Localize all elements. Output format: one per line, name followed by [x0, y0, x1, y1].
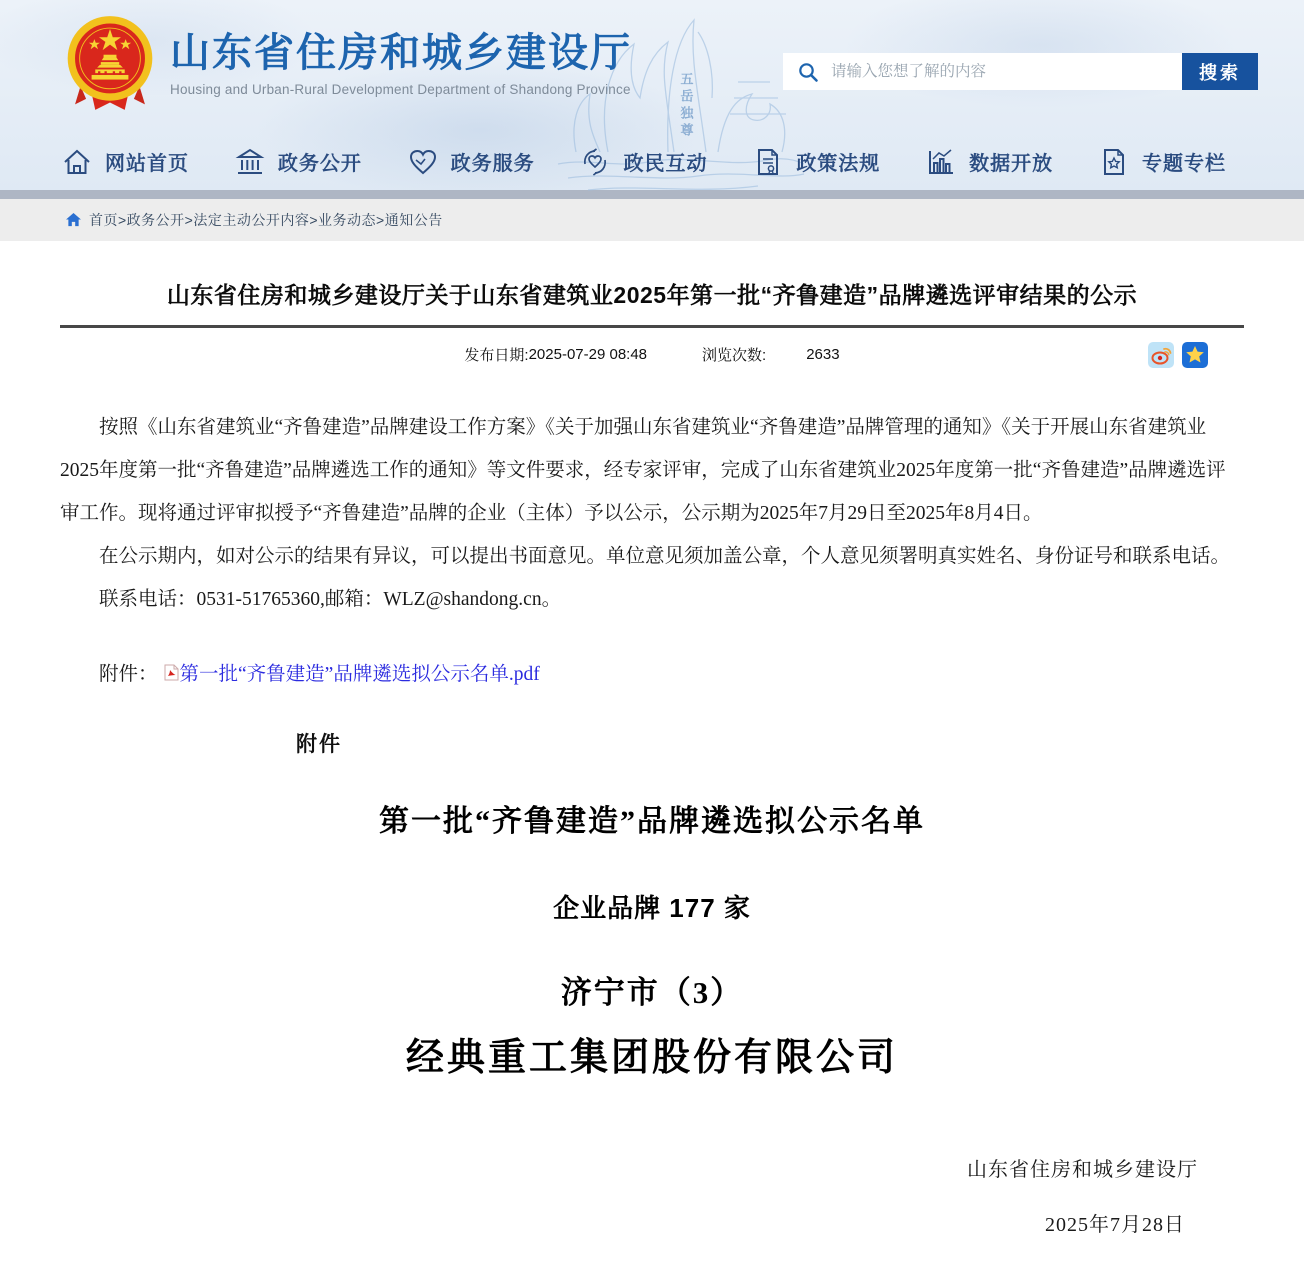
interaction-heart-icon	[580, 147, 610, 177]
site-title: 山东省住房和城乡建设厅	[170, 30, 632, 75]
header-divider-bar	[0, 190, 1304, 199]
watermark-text: 五岳独尊	[678, 72, 694, 140]
nav-item-label: 专题专栏	[1141, 153, 1226, 175]
nav-item-label: 政务公开	[277, 153, 362, 175]
bar-chart-icon	[926, 147, 956, 177]
attachment-preview	[60, 728, 1244, 1081]
title-divider	[60, 325, 1244, 328]
government-building-icon	[235, 147, 265, 177]
home-icon	[62, 147, 92, 177]
nav-item-special[interactable]	[1099, 147, 1226, 177]
paragraph: 按照《山东省建筑业“齐鲁建造”品牌建设工作方案》《关于加强山东省建筑业“齐鲁建造”品牌管理的通知》《关于开展山东省建筑业2025年度第一批“齐鲁建造”品牌遴选工作的通知》等文件要求，经专家评审，完成了山东省建筑业2025年度第一批“齐鲁建造”品牌遴选评审工作。现将通过评审拟授予“齐鲁建造”品牌的企业（主体）予以公示，公示期为2025年7月29日至2025年8月4日。	[60, 417, 1226, 524]
pdf-file-icon	[164, 664, 179, 681]
signature-organization: 山东省住房和城乡建设厅	[967, 1159, 1198, 1181]
article-title: 山东省住房和城乡建设厅关于山东省建筑业2025年第一批“齐鲁建造”品牌遴选评审结果的公示	[166, 282, 1138, 308]
nav-item-label: 政民互动	[623, 153, 708, 175]
publish-date-value: 2025-07-29 08:48	[528, 346, 648, 363]
nav-item-data[interactable]	[926, 147, 1053, 177]
signature-date: 2025年7月28日	[1045, 1214, 1185, 1236]
star-document-icon	[1099, 147, 1129, 177]
attachment-heading: 附件	[296, 733, 342, 756]
attachment-row	[60, 658, 1244, 686]
policy-document-icon	[753, 147, 783, 177]
site-subtitle: Housing and Urban-Rural Development Department of Shandong Province	[170, 81, 631, 97]
breadcrumb-path[interactable]: 首页>政务公开>法定主动公开内容>业务动态>通知公告	[89, 212, 443, 228]
nav-item-policy[interactable]	[753, 147, 880, 177]
views-count: 2633	[806, 346, 840, 363]
attachment-city-heading: 济宁市（3）	[560, 975, 744, 1010]
breadcrumb-home-icon	[66, 213, 81, 227]
publish-date-label: 发布日期:	[464, 347, 529, 364]
attachment-label: 附件：	[99, 664, 158, 685]
article-body	[60, 406, 1244, 621]
paragraph: 在公示期内，如对公示的结果有异议，可以提出书面意见。单位意见须加盖公章，个人意见须署明真实姓名、身份证号和联系电话。	[99, 546, 1231, 567]
nav-item-label: 网站首页	[105, 153, 189, 175]
nav-item-interaction[interactable]	[580, 147, 707, 177]
nav-item-gov-open[interactable]	[235, 147, 362, 177]
search-button[interactable]: 搜索	[1182, 53, 1258, 90]
signature-block	[60, 1153, 1244, 1237]
nav-item-home[interactable]	[62, 147, 189, 177]
site-header	[0, 0, 1304, 190]
article-content	[0, 277, 1304, 1237]
breadcrumb	[0, 199, 1304, 241]
search-box	[783, 53, 1258, 90]
attachment-title: 第一批“齐鲁建造”品牌遴选拟公示名单	[379, 805, 925, 838]
brand	[64, 14, 632, 112]
article-meta	[60, 344, 1244, 372]
search-input[interactable]	[831, 63, 1182, 81]
attachment-link[interactable]: 第一批“齐鲁建造”品牌遴选拟公示名单.pdf	[179, 664, 540, 685]
handshake-heart-icon	[408, 147, 438, 177]
paragraph: 联系电话：0531-51765360,邮箱：WLZ@shandong.cn。	[99, 589, 562, 610]
nav-item-label: 政策法规	[796, 153, 881, 175]
national-emblem-logo	[64, 14, 156, 112]
nav-item-gov-service[interactable]	[408, 147, 535, 177]
views-label: 浏览次数:	[702, 347, 767, 364]
qzone-share-icon[interactable]	[1182, 342, 1208, 368]
main-navigation	[0, 133, 1304, 190]
attachment-company-name: 经典重工集团股份有限公司	[405, 1037, 898, 1079]
search-icon	[797, 61, 819, 83]
nav-item-label: 数据开放	[969, 153, 1054, 175]
nav-item-label: 政务服务	[450, 153, 535, 175]
attachment-subtitle: 企业品牌 177 家	[553, 893, 751, 923]
weibo-share-icon[interactable]	[1148, 342, 1174, 368]
